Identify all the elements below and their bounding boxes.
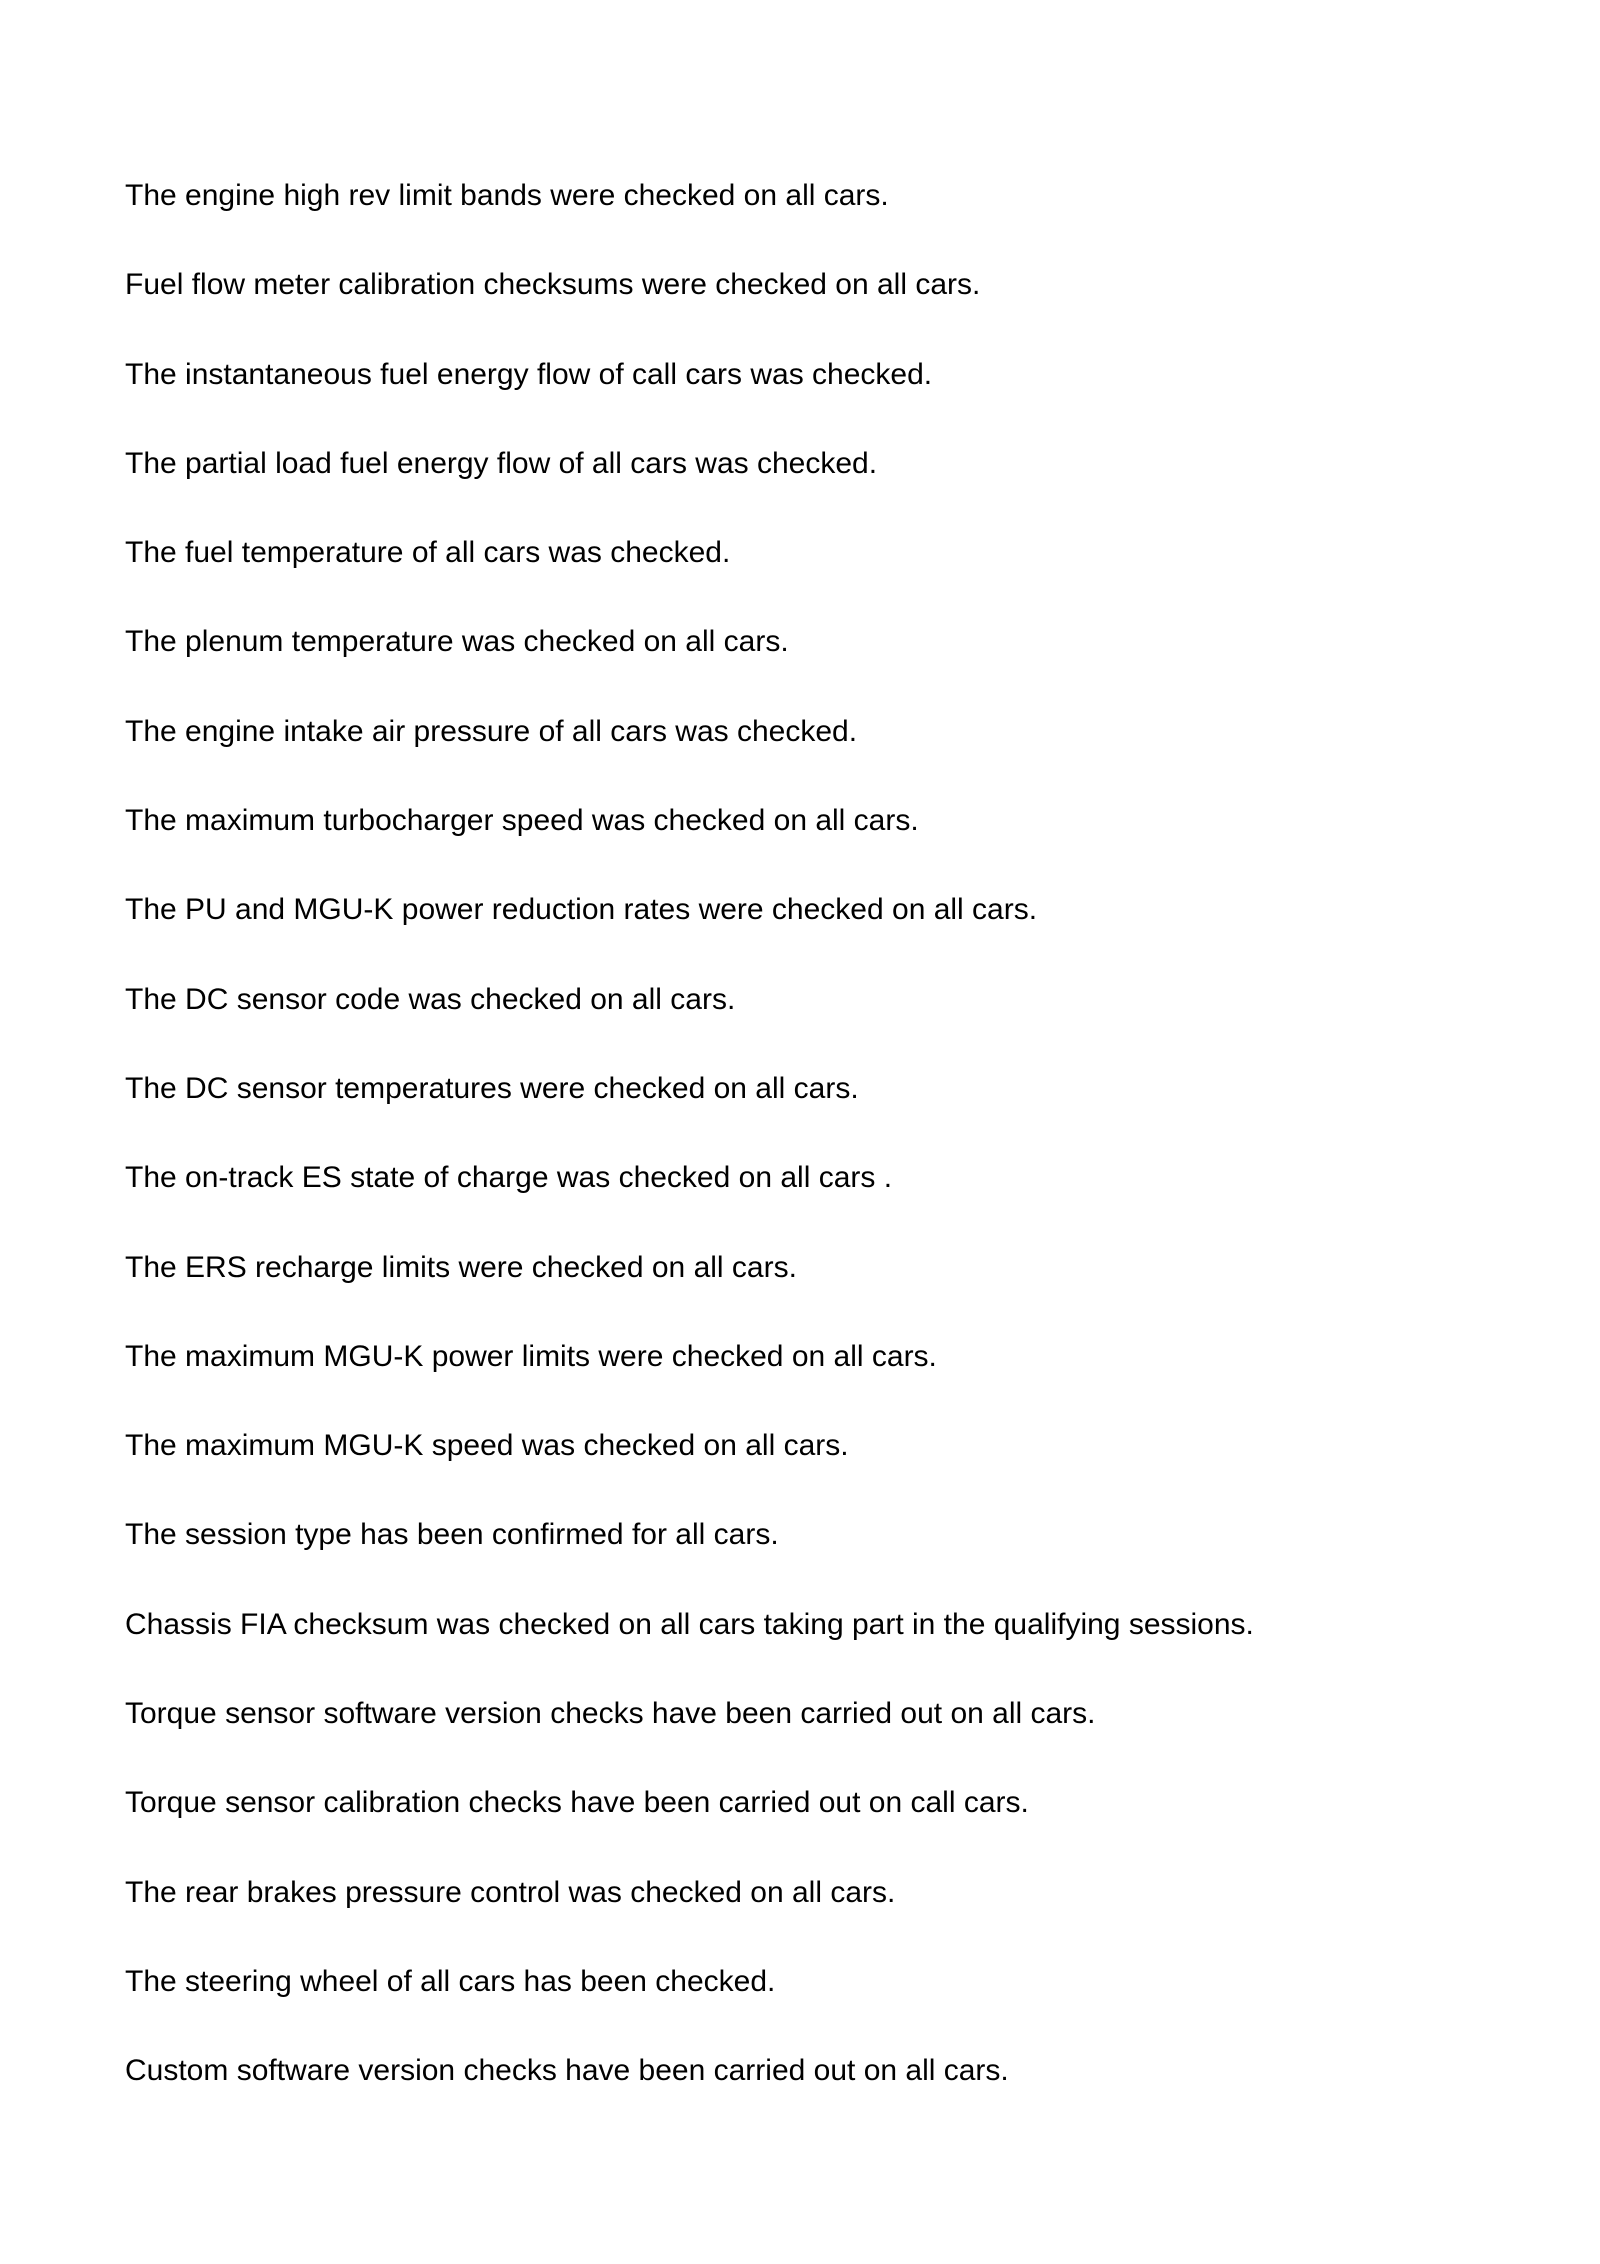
statement: The partial load fuel energy flow of all cars was checked.: [125, 446, 878, 480]
statement: The fuel temperature of all cars was checked.: [125, 536, 731, 570]
statement-list: [125, 172, 1525, 2137]
statement: The steering wheel of all cars has been checked.: [125, 1964, 776, 1998]
statement: Custom software version checks have been carried out on all cars.: [125, 2054, 1009, 2088]
statement: The DC sensor temperatures were checked on all cars.: [125, 1071, 859, 1105]
statement: Fuel flow meter calibration checksums were checked on all cars.: [125, 268, 981, 302]
statement: The rear brakes pressure control was checked on all cars.: [125, 1875, 896, 1909]
statement: The plenum temperature was checked on all cars.: [125, 625, 789, 659]
statement: The PU and MGU-K power reduction rates were checked on all cars.: [125, 893, 1038, 927]
statement: The maximum turbocharger speed was checked on all cars.: [125, 804, 919, 838]
statement: The DC sensor code was checked on all cars.: [125, 982, 736, 1016]
statement: The instantaneous fuel energy flow of call cars was checked.: [125, 357, 933, 391]
statement: Torque sensor software version checks have been carried out on all cars.: [125, 1697, 1096, 1731]
statement: Chassis FIA checksum was checked on all cars taking part in the qualifying sessions.: [125, 1607, 1254, 1641]
statement: The engine intake air pressure of all cars was checked.: [125, 714, 858, 748]
statement: Torque sensor calibration checks have been carried out on call cars.: [125, 1786, 1029, 1820]
statement: The maximum MGU-K speed was checked on all cars.: [125, 1429, 849, 1463]
statement: The maximum MGU-K power limits were checked on all cars.: [125, 1339, 937, 1373]
statement: The on-track ES state of charge was checked on all cars .: [125, 1161, 893, 1195]
statement: The session type has been confirmed for all cars.: [125, 1518, 779, 1552]
statement: The engine high rev limit bands were checked on all cars.: [125, 179, 889, 212]
statement: The ERS recharge limits were checked on all cars.: [125, 1250, 797, 1284]
